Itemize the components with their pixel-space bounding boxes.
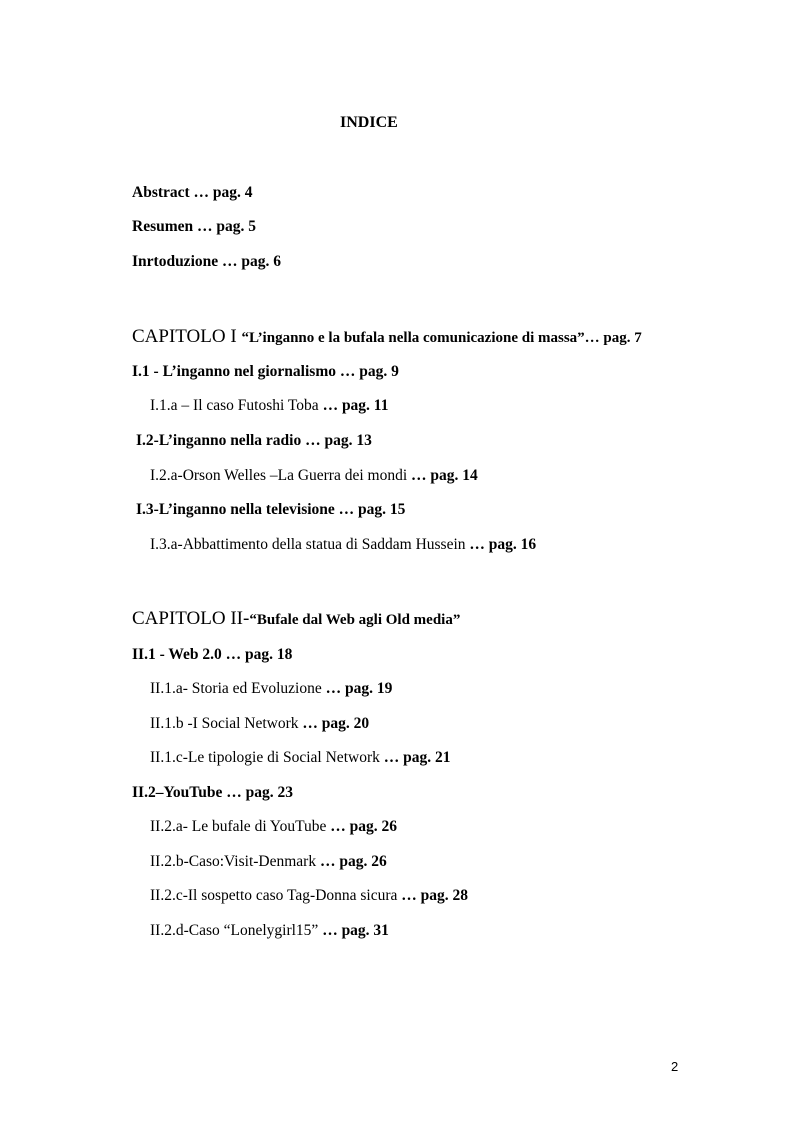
chapter-2-prefix: CAPITOLO II- [132, 608, 250, 629]
subsection-text: II.1.b -I Social Network [150, 715, 303, 732]
chapter-1-prefix: CAPITOLO I [132, 326, 242, 347]
subsection-page: … pag. 20 [302, 715, 370, 732]
subsection-text: II.1.c-Le tipologie di Social Network [150, 749, 384, 766]
subsection-text: II.2.c-Il sospetto caso Tag-Donna sicura [150, 887, 402, 904]
subsection-page: … pag. 26 [330, 818, 397, 835]
toc-subsection-1-1-a [150, 397, 388, 415]
subsection-text: II.2.d-Caso “Lonelygirl15” [150, 922, 323, 939]
toc-section-2-2: II.2–YouTube … pag. 23 [132, 784, 293, 801]
toc-subsection-2-2-b [150, 853, 387, 871]
subsection-page: … pag. 16 [469, 536, 537, 553]
subsection-text: I.3.a-Abbattimento della statua di Saddam Hussein [150, 536, 470, 553]
subsection-text: I.2.a-Orson Welles –La Guerra dei mondi [150, 467, 412, 484]
chapter-2-subtitle: “Bufale dal Web agli Old media” [249, 612, 461, 628]
chapter-1-heading [132, 326, 642, 348]
toc-entry-abstract: Abstract … pag. 4 [132, 184, 253, 201]
subsection-page: … pag. 26 [319, 853, 387, 870]
subsection-text: II.2.a- Le bufale di YouTube [150, 818, 331, 835]
toc-entry-resumen: Resumen … pag. 5 [132, 218, 257, 235]
subsection-page: … pag. 19 [325, 680, 393, 697]
page-title: INDICE [340, 114, 398, 131]
toc-entry-introduzione: Inrtoduzione … pag. 6 [132, 253, 281, 270]
subsection-page: … pag. 31 [322, 922, 389, 939]
subsection-text: I.1.a – Il caso Futoshi Toba [150, 397, 323, 414]
subsection-page: … pag. 11 [322, 397, 389, 414]
subsection-page: … pag. 21 [383, 749, 451, 766]
toc-subsection-2-2-d [150, 922, 389, 940]
toc-section-2-1: II.1 - Web 2.0 … pag. 18 [132, 646, 293, 663]
toc-section-1-2: I.2-L’inganno nella radio … pag. 13 [136, 432, 372, 449]
page-number: 2 [671, 1059, 679, 1074]
toc-subsection-2-1-b [150, 715, 369, 733]
chapter-1-subtitle: “L’inganno e la bufala nella comunicazione di massa”… pag. 7 [241, 330, 642, 346]
toc-section-1-1: I.1 - L’inganno nel giornalismo … pag. 9 [132, 363, 399, 380]
subsection-page: … pag. 28 [401, 887, 469, 904]
subsection-text: II.2.b-Caso:Visit-Denmark [150, 853, 320, 870]
toc-section-1-3: I.3-L’inganno nella televisione … pag. 15 [136, 501, 406, 518]
toc-subsection-2-2-c [150, 887, 468, 905]
toc-subsection-2-1-a [150, 680, 392, 698]
subsection-text: II.1.a- Storia ed Evoluzione [150, 680, 326, 697]
subsection-page: … pag. 14 [411, 467, 478, 484]
toc-subsection-1-3-a [150, 536, 536, 554]
toc-subsection-1-2-a [150, 467, 478, 485]
toc-subsection-2-2-a [150, 818, 397, 836]
toc-subsection-2-1-c [150, 749, 450, 767]
chapter-2-heading [132, 608, 460, 630]
